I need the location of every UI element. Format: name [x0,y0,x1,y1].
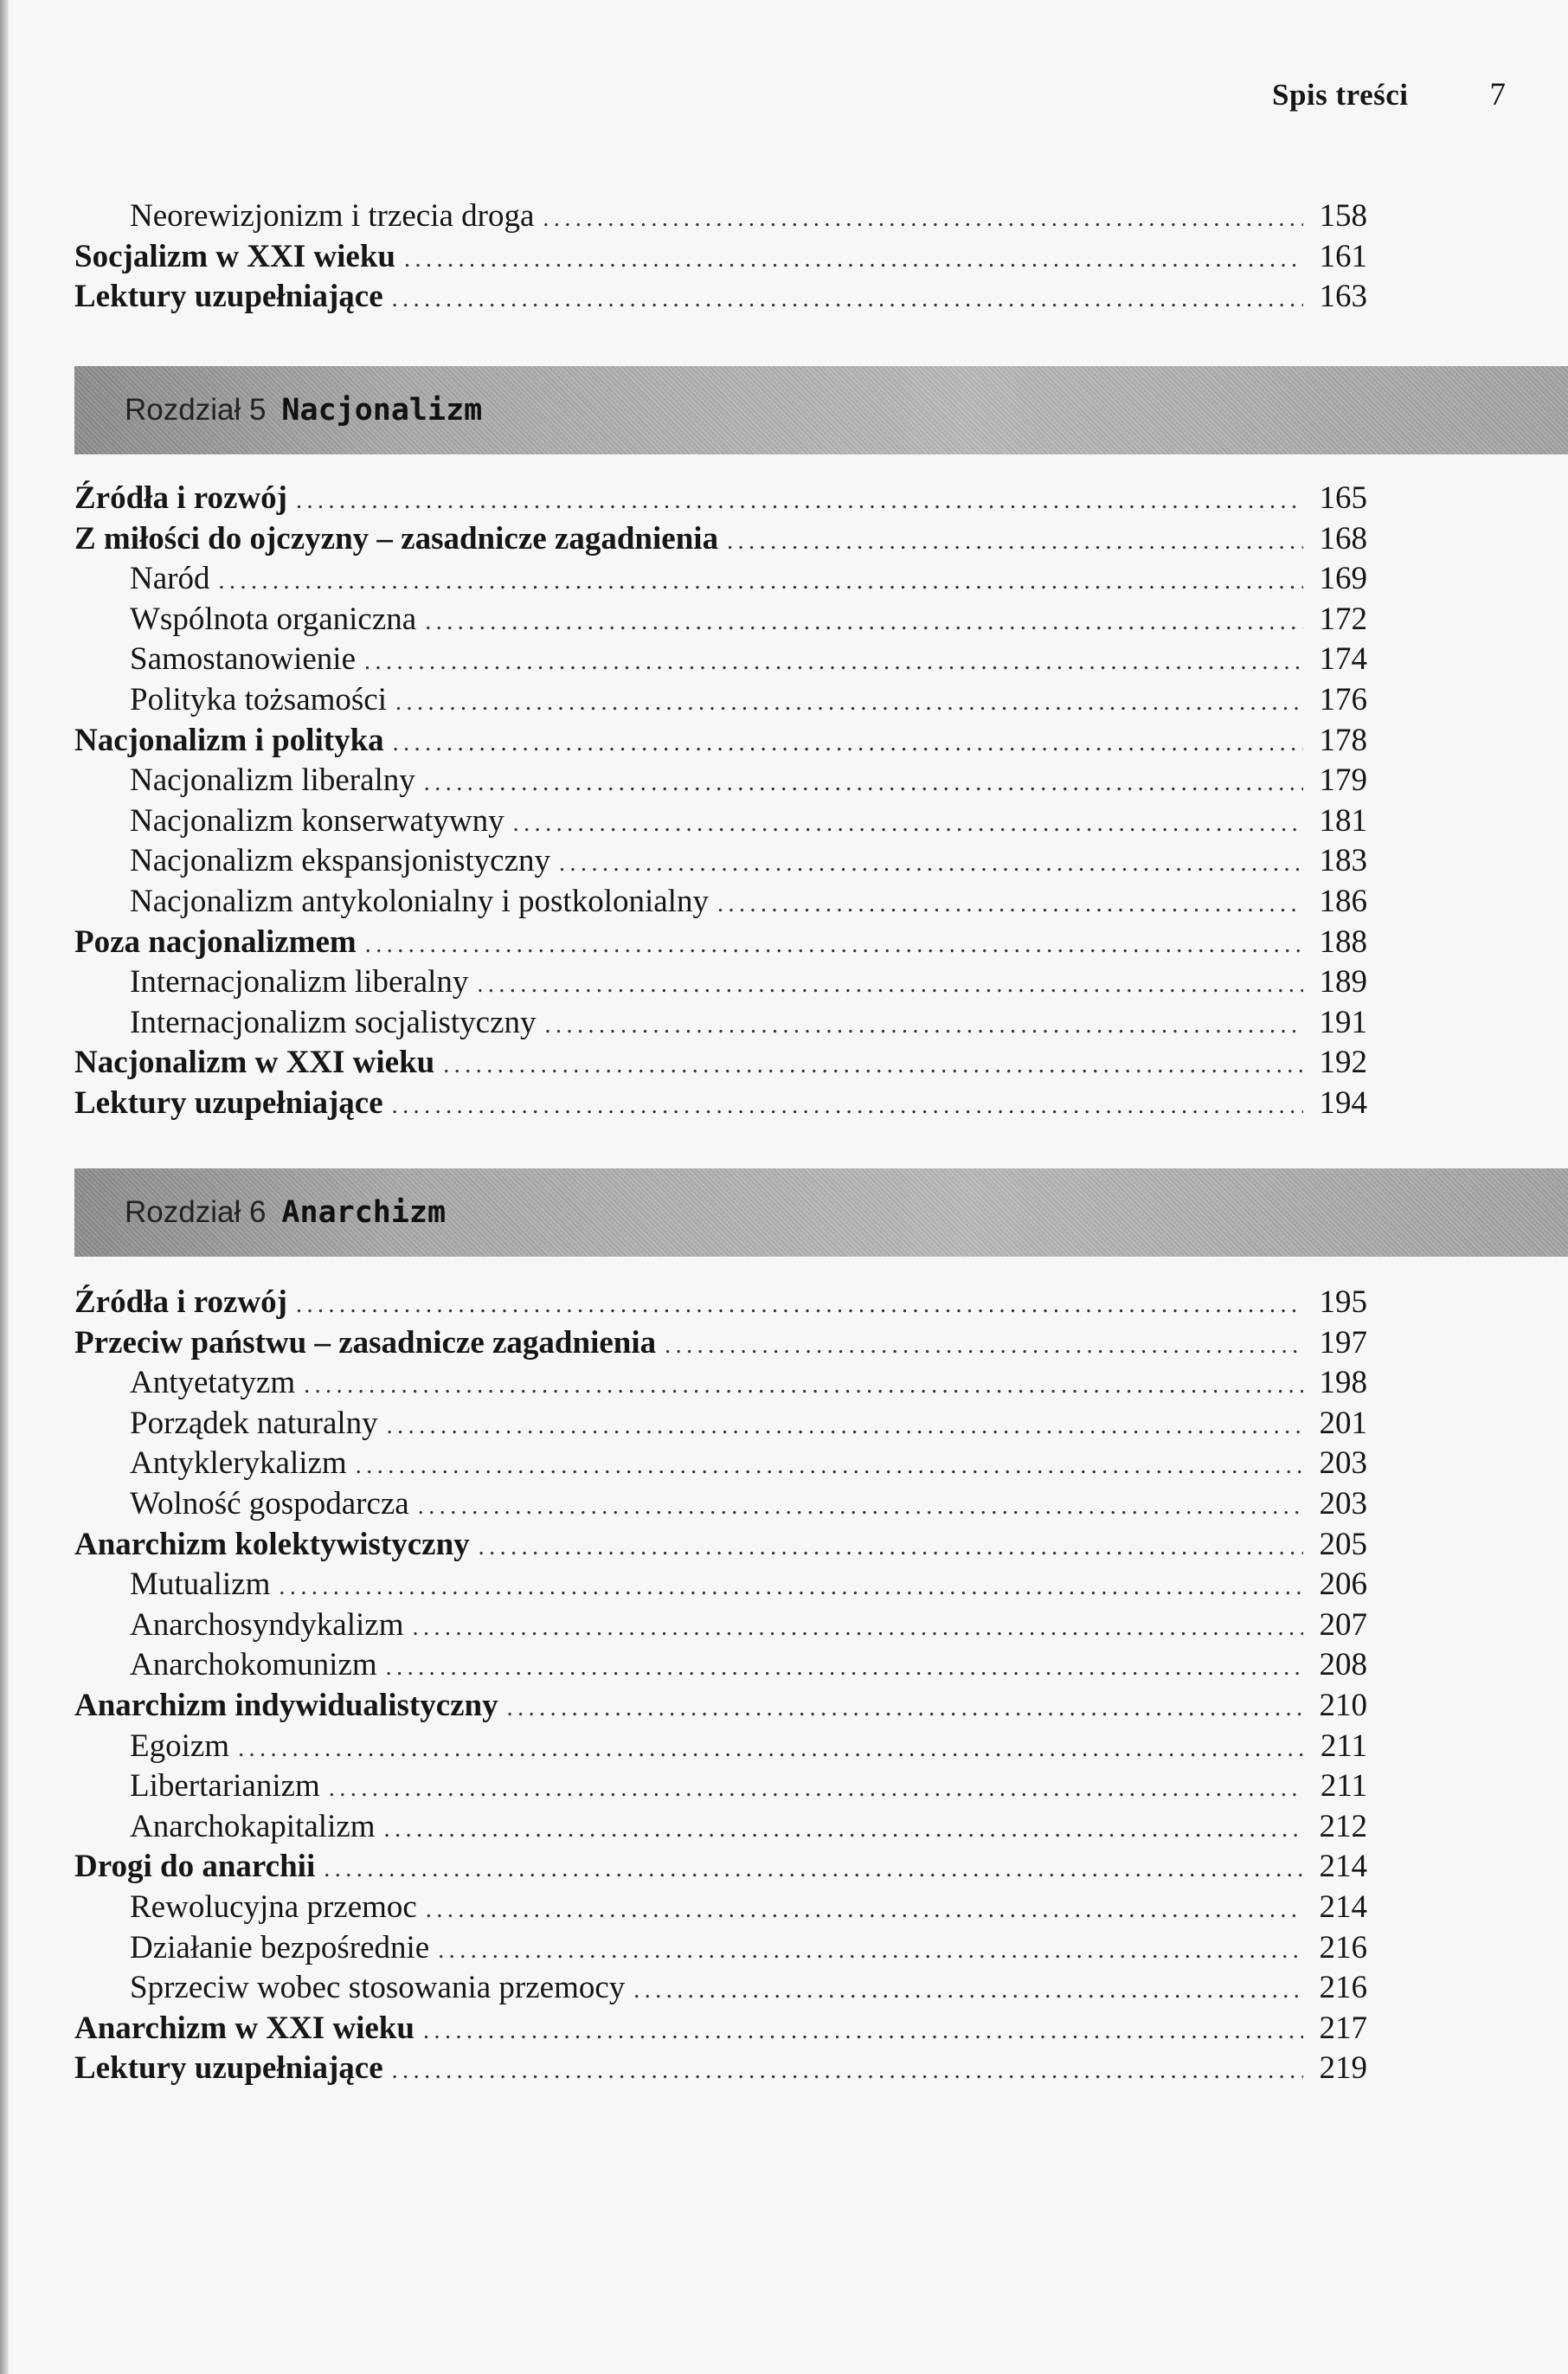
dot-leader [364,642,1303,683]
toc-entry [74,841,1367,882]
toc-entry-page: 219 [1319,2050,1367,2087]
book-spine-shadow [0,0,9,2374]
toc-entry-label: Nacjonalizm ekspansjonistyczny [130,843,551,879]
toc-entry-label: Nacjonalizm w XXI wieku [74,1045,435,1081]
dot-leader [545,1006,1303,1046]
toc-entry [74,519,1367,560]
toc-entry-page: 208 [1319,1647,1367,1683]
dot-leader [633,1971,1303,2011]
dot-leader [412,1608,1303,1649]
toc-entry [74,1766,1367,1807]
dot-leader [543,199,1303,240]
toc-entry [74,1043,1367,1084]
toc-entry [74,962,1367,1003]
dot-leader [392,1086,1303,1127]
toc-entry-label: Działanie bezpośrednie [130,1929,430,1965]
toc-entry-label: Anarchizm kolektywistyczny [74,1526,470,1562]
dot-leader [218,562,1303,602]
toc-entry [74,1888,1367,1928]
toc-entry-label: Internacjonalizm liberalny [130,964,469,1000]
toc-entry [74,196,1367,237]
toc-entry-page: 189 [1319,964,1367,1000]
toc-entry [74,761,1367,801]
dot-leader [395,683,1303,724]
running-header [1194,76,1506,119]
dot-leader [477,965,1303,1006]
toc-entry [74,1847,1367,1888]
toc-entry [74,277,1367,318]
toc-entry [74,1363,1367,1404]
toc-entry-label: Źródła i rozwój [74,1284,287,1320]
toc-entry-label: Źródła i rozwój [74,480,287,516]
dot-leader [423,2011,1303,2052]
dot-leader [665,1326,1303,1367]
toc-entry-label: Anarchokapitalizm [130,1808,376,1844]
dot-leader [443,1045,1303,1086]
toc-entry-label: Neorewizjonizm i trzecia droga [130,198,535,234]
toc-entry-label: Nacjonalizm liberalny [130,762,415,799]
toc-entry [74,1444,1367,1484]
toc-entry-page: 198 [1319,1365,1367,1401]
dot-leader [479,1528,1303,1568]
chapter-number: Rozdział 6 [125,1195,267,1229]
chapter-5-toc [74,479,1367,1124]
chapter-6-title [74,1195,446,1230]
toc-entry-label: Internacjonalizm socjalistyczny [130,1004,537,1040]
chapter-5-title [74,393,482,428]
dot-leader [387,1406,1303,1447]
toc-entry-page: 188 [1319,923,1367,960]
toc-entry-page: 191 [1319,1004,1367,1040]
dot-leader [717,885,1303,925]
toc-entry [74,1404,1367,1444]
toc-entry-page: 161 [1319,238,1367,274]
toc-entry-label: Poza nacjonalizmem [74,923,357,960]
dot-leader [384,1810,1303,1850]
toc-entry [74,1807,1367,1848]
toc-entry [74,721,1367,762]
toc-entry-page: 203 [1319,1485,1367,1522]
toc-entry-page: 206 [1319,1567,1367,1603]
toc-entry [74,1928,1367,1969]
toc-entry [74,1605,1367,1646]
running-header-title: Spis treści [1272,78,1409,112]
chapter-5-heading [74,366,1568,454]
toc-entry-label: Lektury uzupełniające [74,279,383,315]
toc-entry-page: 178 [1319,722,1367,758]
toc-entry-label: Nacjonalizm antykolonialny i postkolonialny [130,883,709,919]
toc-entry [74,2009,1367,2049]
toc-entry-page: 211 [1320,1768,1367,1805]
toc-entry [74,1323,1367,1364]
dot-leader [324,1850,1303,1890]
toc-entry-page: 214 [1319,1849,1367,1885]
toc-entry [74,559,1367,600]
chapter-number: Rozdział 5 [125,393,267,427]
dot-leader [426,1890,1303,1931]
dot-leader [727,522,1303,563]
toc-entry [74,1968,1367,2009]
toc-entry [74,1565,1367,1605]
toc-entry [74,1084,1367,1124]
toc-entry [74,479,1367,519]
dot-leader [418,1487,1303,1528]
toc-entry-page: 181 [1319,802,1367,839]
toc-entry-page: 197 [1319,1324,1367,1361]
toc-entry [74,923,1367,963]
toc-entry-label: Nacjonalizm konserwatywny [130,802,504,839]
toc-entry-label: Libertarianizm [130,1768,320,1805]
toc-entry [74,1525,1367,1566]
toc-entry [74,1003,1367,1044]
toc-entry-label: Drogi do anarchii [74,1849,316,1885]
chapter-name: Anarchizm [281,1195,447,1230]
toc-entry-label: Mutualizm [130,1567,271,1603]
dot-leader [238,1729,1303,1770]
toc-entry [74,640,1367,680]
toc-entry-label: Anarchokomunizm [130,1647,377,1683]
toc-entry-label: Porządek naturalny [130,1405,378,1441]
toc-entry-label: Anarchizm indywidualistyczny [74,1687,498,1723]
toc-entry-page: 211 [1320,1727,1367,1764]
toc-entry-label: Naród [130,561,210,597]
toc-entry [74,882,1367,923]
toc-entry-label: Lektury uzupełniające [74,2050,383,2087]
toc-entry-page: 203 [1319,1445,1367,1482]
chapter-name: Nacjonalizm [281,393,483,428]
chapter-6-toc [74,1283,1367,2089]
dot-leader [296,481,1303,522]
toc-entry-label: Polityka tożsamości [130,681,387,717]
toc-entry-label: Rewolucyjna przemoc [130,1888,417,1925]
dot-leader [296,1285,1303,1326]
toc-entry-page: 216 [1319,1929,1367,1965]
toc-entry-page: 163 [1319,279,1367,315]
toc-entry-label: Z miłości do ojczyzny – zasadnicze zagadnienia [74,520,719,557]
toc-entry-page: 210 [1319,1687,1367,1723]
toc-entry-label: Wspólnota organiczna [130,601,417,637]
dot-leader [424,763,1303,804]
toc-entry [74,1645,1367,1686]
toc-entry-label: Anarchosyndykalizm [130,1606,404,1643]
toc-entry-page: 176 [1319,681,1367,717]
toc-entry-label: Antyklerykalizm [130,1445,347,1482]
dot-leader [304,1366,1303,1406]
dot-leader [356,1446,1303,1487]
dot-leader [438,1931,1303,1972]
toc-entry [74,801,1367,842]
toc-entry-page: 174 [1319,641,1367,678]
toc-entry [74,600,1367,640]
toc-entry-label: Przeciw państwu – zasadnicze zagadnienia [74,1324,657,1361]
toc-entry-page: 168 [1319,520,1367,557]
toc-entry-label: Egoizm [130,1727,230,1764]
toc-entry-page: 195 [1319,1284,1367,1320]
toc-entry-page: 201 [1319,1405,1367,1441]
toc-entry-label: Sprzeciw wobec stosowania przemocy [130,1970,626,2006]
toc-continuation [74,196,1367,318]
toc-entry-label: Nacjonalizm i polityka [74,722,384,758]
toc-entry-page: 192 [1319,1045,1367,1081]
toc-entry-page: 212 [1319,1808,1367,1844]
dot-leader [404,240,1303,280]
toc-entry-page: 216 [1319,1970,1367,2006]
toc-entry-page: 214 [1319,1888,1367,1925]
toc-entry-page: 194 [1319,1084,1367,1121]
dot-leader [507,1689,1303,1729]
dot-leader [329,1769,1303,1810]
toc-entry-page: 183 [1319,843,1367,879]
toc-entry-page: 169 [1319,561,1367,597]
dot-leader [513,804,1303,845]
toc-entry [74,237,1367,278]
toc-entry [74,1686,1367,1727]
toc-entry-page: 207 [1319,1606,1367,1643]
dot-leader [392,280,1303,320]
toc-entry-page: 179 [1319,762,1367,799]
dot-leader [386,1648,1303,1689]
toc-entry-page: 217 [1319,2010,1367,2046]
toc-entry [74,1727,1367,1767]
dot-leader [365,925,1303,966]
toc-entry [74,2049,1367,2089]
toc-entry-label: Lektury uzupełniające [74,1084,383,1121]
toc-entry-page: 186 [1319,883,1367,919]
dot-leader [279,1567,1303,1608]
toc-entry-page: 172 [1319,601,1367,637]
page-number: 7 [1489,77,1506,113]
toc-entry-label: Socjalizm w XXI wieku [74,238,396,274]
dot-leader [425,602,1303,643]
toc-entry-page: 158 [1319,198,1367,234]
toc-entry-label: Anarchizm w XXI wieku [74,2010,414,2046]
dot-leader [559,844,1303,885]
dot-leader [393,724,1303,764]
toc-entry-page: 205 [1319,1526,1367,1562]
toc-entry [74,1283,1367,1323]
toc-entry [74,1484,1367,1525]
toc-entry-label: Samostanowienie [130,641,357,678]
toc-entry-page: 165 [1319,480,1367,516]
toc-entry [74,680,1367,721]
dot-leader [392,2051,1303,2092]
toc-entry-label: Antyetatyzm [130,1365,296,1401]
toc-entry-label: Wolność gospodarcza [130,1485,409,1522]
chapter-6-heading [74,1168,1568,1257]
